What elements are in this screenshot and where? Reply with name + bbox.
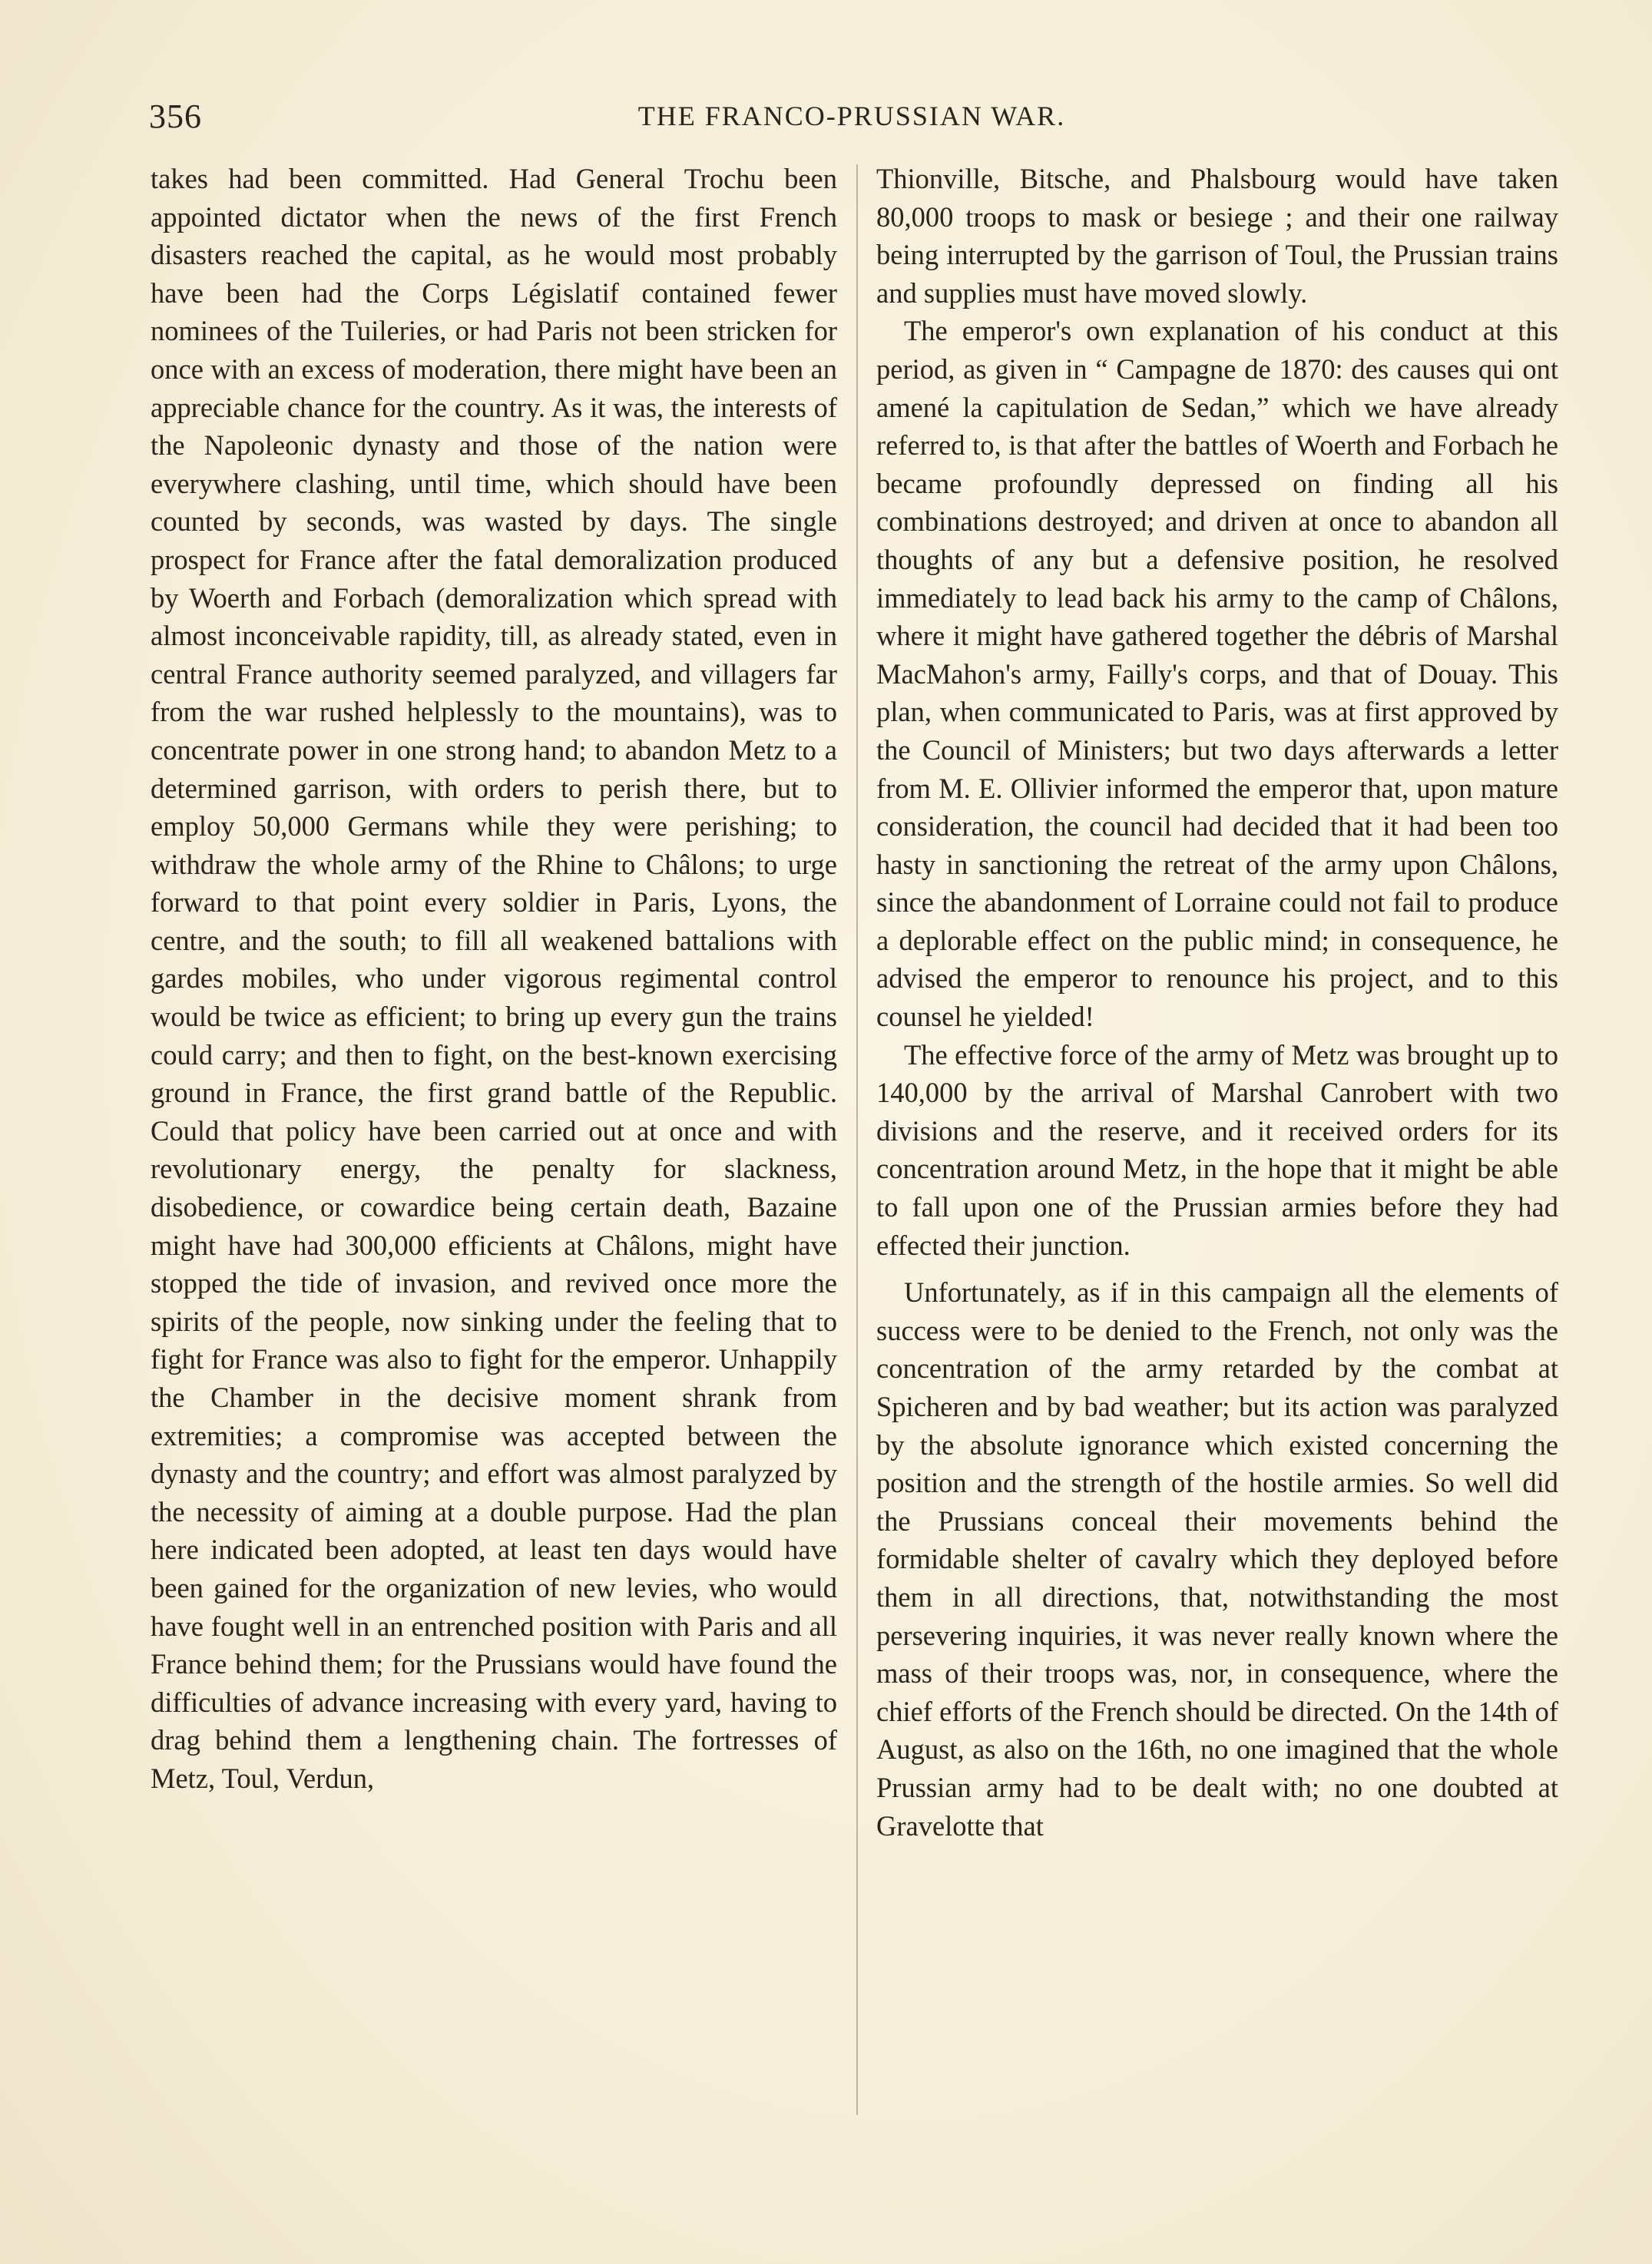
page-header: [149, 97, 1554, 143]
left-paragraph-1: takes had been committed. Had General Trochu been appointed dictator when the news of the first French disasters reached the capital, as he would most probably have been had the Corps Législatif contained fewer nominees of the Tuileries, or had Paris not been stricken for once with an excess of moderation, there might have been an appreciable chance for the country. As it was, the interests of the Napoleonic dynasty and those of the nation were everywhere clashing, until time, which should have been counted by seconds, was wasted by days. The single prospect for France after the fatal demoralization produced by Woerth and Forbach (demoralization which spread with almost inconceivable rapidity, till, as already stated, even in central France authority seemed paralyzed, and villagers far from the war rushed helplessly to the mountains), was to concentrate power in one strong hand; to abandon Metz to a determined garrison, with orders to perish there, but to employ 50,000 Germans while they were perishing; to withdraw the whole army of the Rhine to Châlons; to urge forward to that point every soldier in Paris, Lyons, the centre, and the south; to fill all weakened battalions with gardes mobiles, who under vigorous regimental control would be twice as efficient; to bring up every gun the trains could carry; and then to fight, on the best-known exercising ground in France, the first grand battle of the Republic. Could that policy have been carried out at once and with revolutionary energy, the penalty for slackness, disobedience, or cowardice being certain death, Bazaine might have had 300,000 efficients at Châlons, might have stopped the tide of invasion, and revived once more the spirits of the people, now sinking under the feeling that to fight for France was also to fight for the emperor. Unhappily the Chamber in the decisive moment shrank from extremities; a compromise was accepted between the dynasty and the country; and effort was almost paralyzed by the necessity of aiming at a double purpose. Had the plan here indicated been adopted, at least ten days would have been gained for the organization of new levies, who would have fought well in an entrenched position with Paris and all France behind them; for the Prussians would have found the difficulties of advance increasing with every yard, having to drag behind them a lengthening chain. The fortresses of Metz, Toul, Verdun,: [151, 163, 837, 1794]
running-title: THE FRANCO-PRUSSIAN WAR.: [637, 101, 1066, 131]
column-divider: [856, 164, 858, 2115]
page-number: 356: [149, 98, 202, 135]
right-paragraph-2: The emperor's own explanation of his conduct at this period, as given in “ Campagne de 1870: des causes qui ont amené la capitulation de Sedan,” which we have already referred to, is that after the battles of Woerth and Forbach he became profoundly depressed on finding all his combinations destroyed; and driven at once to abandon all thoughts of any but a defensive position, he resolved immediately to lead back his army to the camp of Châlons, where it might have gathered together the débris of Marshal MacMahon's army, Failly's corps, and that of Douay. This plan, when communicated to Paris, was at first approved by the Council of Ministers; but two days afterwards a letter from M. E. Ollivier informed the emperor that, upon mature consideration, the council had decided that it had been too hasty in sanctioning the retreat of the army upon Châlons, since the abandonment of Lorraine could not fail to produce a deplorable effect on the public mind; in consequence, he advised the emperor to renounce his project, and to this counsel he yielded!: [876, 315, 1558, 1033]
right-paragraph-1: Thionville, Bitsche, and Phalsbourg would have taken 80,000 troops to mask or besiege ; and their one railway being interrupted by the garrison of Toul, the Prussian trains and supplies must have moved slowly.: [876, 163, 1558, 309]
right-paragraph-4: Unfortunately, as if in this campaign all the elements of success were to be denied to the French, not only was the concentration of the army retarded by the combat at Spicheren and by bad weather; but its action was paralyzed by the absolute ignorance which existed concerning the position and the strength of the hostile armies. So well did the Prussians conceal their movements behind the formidable shelter of cavalry which they deployed before them in all directions, that, notwithstanding the most persevering inquiries, it was never really known where the mass of their troops was, nor, in consequence, where the chief efforts of the French should be directed. On the 14th of August, as also on the 16th, no one imagined that the whole Prussian army had to be dealt with; no one doubted at Gravelotte that: [876, 1276, 1558, 1842]
right-column: [876, 160, 1558, 1845]
left-column: [151, 160, 837, 1798]
right-paragraph-3: The effective force of the army of Metz was brought up to 140,000 by the arrival of Marshal Canrobert with two divisions and the reserve, and it received orders for its concentration around Metz, in the hope that it might be able to fall upon one of the Prussian armies before they had effected their junction.: [876, 1038, 1558, 1261]
